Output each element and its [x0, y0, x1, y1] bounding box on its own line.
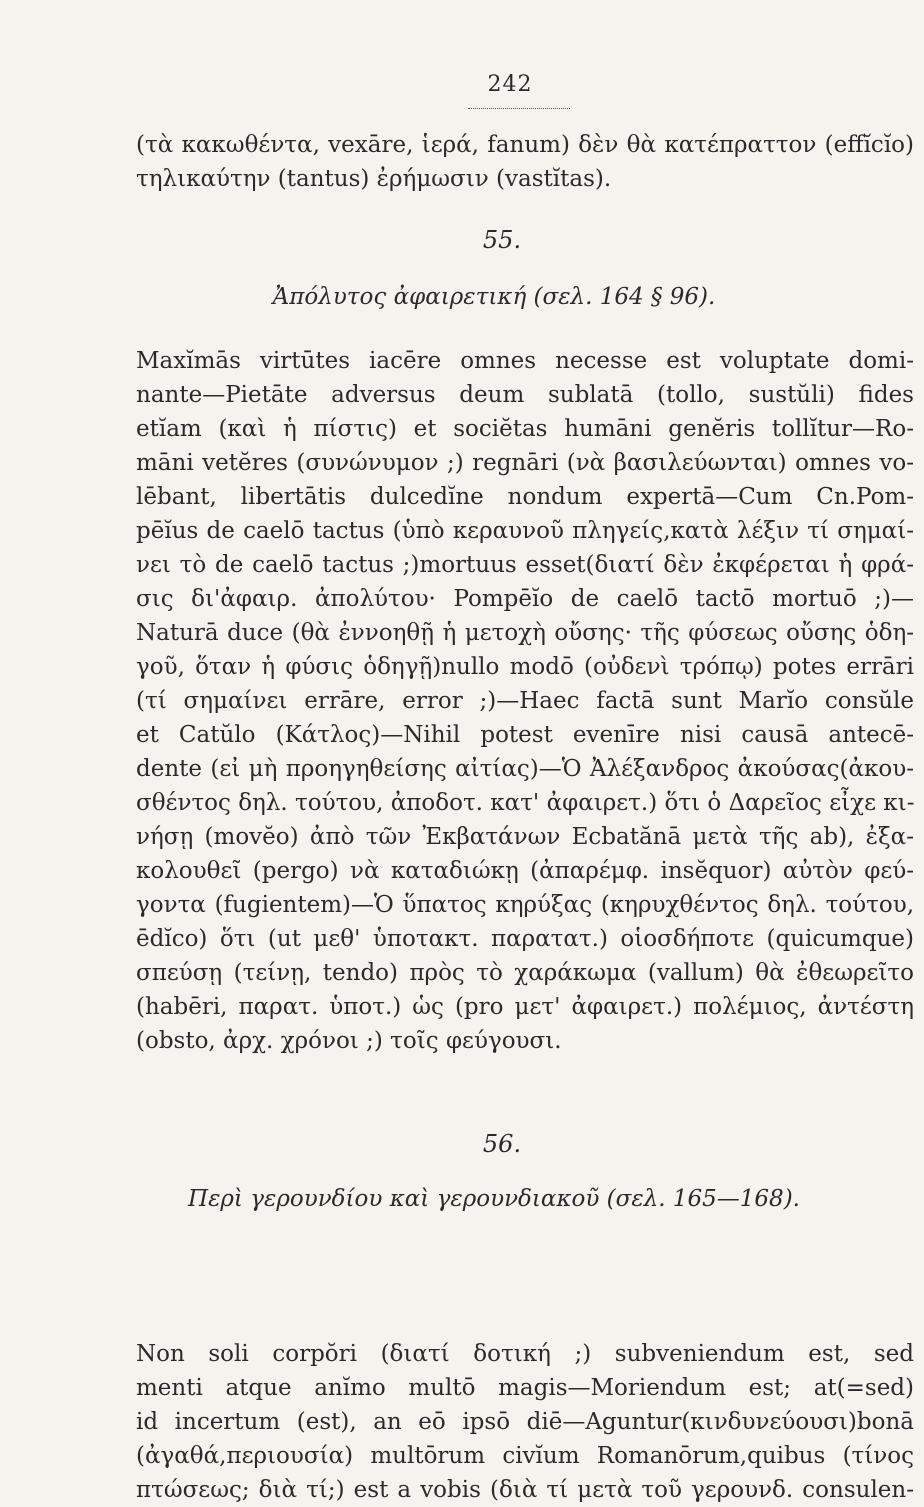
- section-paragraph: [136, 344, 914, 1058]
- text-line: pēĭus de caelō tactus (ὑπὸ κεραυνοῦ πληγείς,κατὰ λέξιν τί σημαί-: [136, 518, 914, 544]
- text-line: σθέντος δηλ. τούτου, ἀποδοτ. κατ' ἀφαιρετ.) ὅτι ὁ Δαρεῖος εἶχε κι-: [136, 790, 914, 816]
- text-line: Non soli corpŏri (διατί δοτική ;) subveniendum est, sed: [136, 1341, 914, 1367]
- text-line: κολουθεῖ (pergo) νὰ καταδιώκῃ (ἀπαρέμφ. insĕquor) αὐτὸν φεύ-: [136, 858, 914, 884]
- text-line: lēbant, libertātis dulcedĭne nondum expertā—Cum Cn.Pom-: [136, 484, 914, 510]
- text-line: id incertum (est), an eō ipsō diē—Aguntur(κινδυνεύουσι)bonā: [136, 1409, 914, 1435]
- text-line: (τί σημαίνει errāre, error ;)—Haec factā sunt Marĭo consŭle: [136, 688, 914, 714]
- text-line: (ἀγαθά,περιουσία) multōrum civĭum Romanōrum,quibus (τίνος: [136, 1443, 914, 1469]
- section-paragraph: [136, 1337, 914, 1507]
- text-line: Maxĭmās virtūtes iacēre omnes necesse est voluptate domi-: [136, 348, 914, 374]
- intro-paragraph: [136, 128, 914, 196]
- text-line: νήσῃ (movĕo) ἀπὸ τῶν Ἐκβατάνων Ecbatănā μετὰ τῆς ab), ἐξα-: [136, 824, 914, 850]
- section-title: Ἀπόλυτος ἀφαιρετική (σελ. 164 § 96).: [272, 284, 716, 310]
- text-line: etĭam (καὶ ἡ πίστις) et sociĕtas humāni genĕris tollĭtur—Ro-: [136, 416, 914, 442]
- text-line: γοῦ, ὅταν ἡ φύσις ὁδηγῇ)nullo modō (οὐδενὶ τρόπῳ) potes errāri: [136, 654, 914, 680]
- text-line: (obsto, ἀρχ. χρόνοι ;) τοῖς φεύγουσι.: [136, 1028, 562, 1054]
- text-line: et Catŭlo (Κάτλος)—Nihil potest evenīre nisi causā antecē-: [136, 722, 914, 748]
- text-line: nante—Pietāte adversus deum sublatā (tollo, sustŭli) fides: [136, 382, 914, 408]
- text-line: māni vetĕres (συνώνυμον ;) regnāri (νὰ βασιλεύωνται) omnes vo-: [136, 450, 914, 476]
- page-number: 242: [487, 72, 533, 97]
- text-line: πτώσεως; διὰ τί;) est a vobis (διὰ τί μετὰ τοῦ γερουνδ. consulen-: [136, 1477, 914, 1503]
- text-line: (habēri, παρατ. ὑποτ.) ὡς (pro μετ' ἀφαιρετ.) πολέμιος, ἀντέστη: [136, 994, 914, 1020]
- section-number: 55.: [482, 226, 522, 254]
- text-line: Naturā duce (θὰ ἐννοηθῇ ἡ μετοχὴ οὔσης· τῆς φύσεως οὔσης ὁδη-: [136, 620, 914, 646]
- section-title: Περὶ γερουνδίου καὶ γερουνδιακοῦ (σελ. 165—168).: [188, 1186, 800, 1212]
- page-number-rule: [468, 108, 570, 109]
- text-line: σπεύσῃ (τείνῃ, tendo) πρὸς τὸ χαράκωμα (vallum) θὰ ἐθεωρεῖτο: [136, 960, 914, 986]
- text-line: τηλικαύτην (tantus) ἐρήμωσιν (vastĭtas).: [136, 166, 612, 192]
- text-line: (τὰ κακωθέντα, vexāre, ἱερά, fanum) δὲν θὰ κατέπραττον (effĭcĭo): [136, 132, 914, 158]
- text-line: menti atque anĭmo multō magis—Moriendum est; at(=sed): [136, 1375, 914, 1401]
- text-line: γοντα (fugientem)—Ὁ ὕπατος κηρύξας (κηρυχθέντος δηλ. τούτου,: [136, 892, 914, 918]
- section-number: 56.: [482, 1130, 522, 1158]
- text-line: νει τὸ de caelō tactus ;)mortuus esset(διατί δὲν ἐκφέρεται ἡ φρά-: [136, 552, 914, 578]
- text-line: σις δι'ἀφαιρ. ἀπολύτου· Pompēĭo de caelō tactō mortuō ;)—: [136, 586, 914, 612]
- text-line: ēdĭco) ὅτι (ut μεθ' ὑποτακτ. παρατατ.) οἱοσδήποτε (quicumque): [136, 926, 914, 952]
- text-line: dente (εἰ μὴ προηγηθείσης αἰτίας)—Ὁ Ἀλέξανδρος ἀκούσας(ἀκου-: [136, 756, 914, 782]
